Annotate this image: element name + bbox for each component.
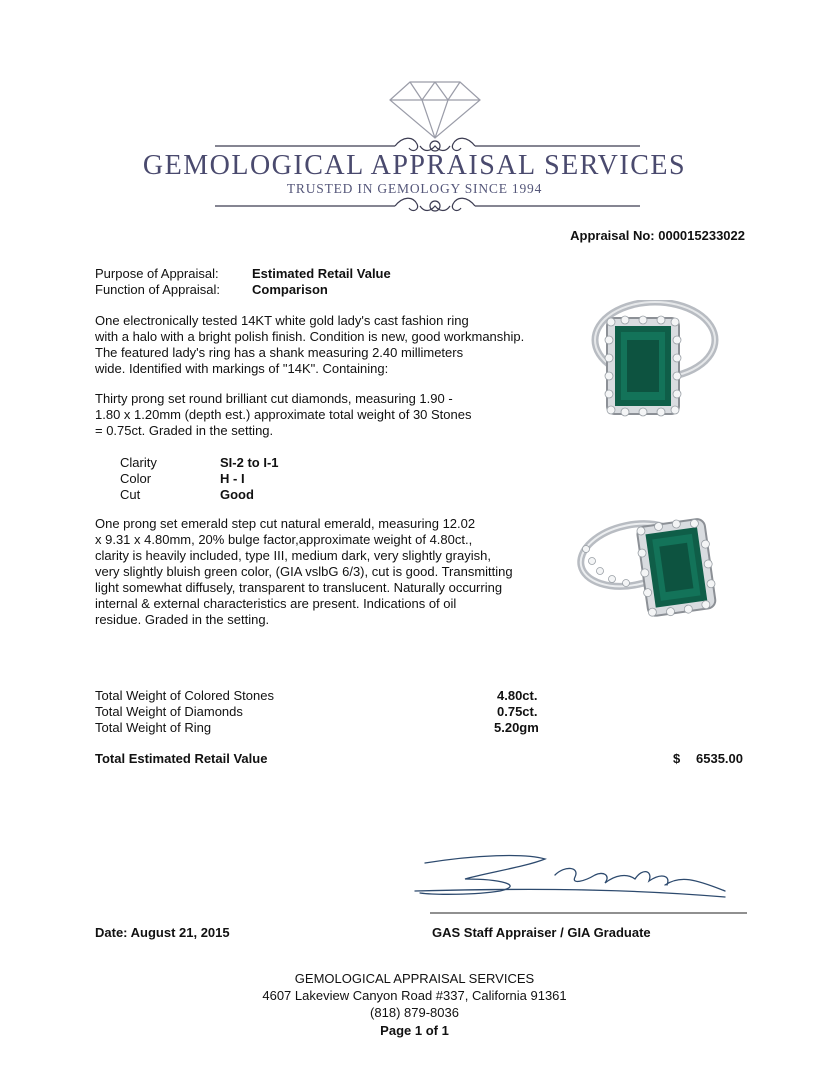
diamonds-line: Thirty prong set round brilliant cut diamonds, measuring 1.90 - — [95, 391, 453, 406]
purpose-value: Estimated Retail Value — [252, 266, 391, 281]
scroll-ornament-bottom-icon — [215, 198, 640, 211]
color-value: H - I — [220, 471, 245, 486]
footer-phone: (818) 879-8036 — [370, 1005, 459, 1020]
signature — [405, 845, 750, 920]
description-line: wide. Identified with markings of "14K". Containing: — [95, 361, 389, 376]
clarity-value: SI-2 to I-1 — [220, 455, 279, 470]
weight-diamonds-value: 0.75ct. — [497, 704, 538, 719]
weight-colored-value: 4.80ct. — [497, 688, 538, 703]
signer-title: GAS Staff Appraiser / GIA Graduate — [432, 925, 651, 940]
ring-photo-angle — [572, 505, 722, 635]
description-line: The featured lady's ring has a shank measuring 2.40 millimeters — [95, 345, 464, 360]
purpose-label: Purpose of Appraisal: — [95, 266, 219, 281]
diamond-outline-icon — [390, 82, 480, 138]
function-label: Function of Appraisal: — [95, 282, 221, 297]
weight-diamonds-label: Total Weight of Diamonds — [95, 704, 243, 719]
page-number: Page 1 of 1 — [380, 1023, 449, 1038]
company-name: GEMOLOGICAL APPRAISAL SERVICES — [142, 150, 687, 181]
company-tagline: TRUSTED IN GEMOLOGY SINCE 1994 — [286, 181, 543, 196]
color-label: Color — [120, 471, 152, 486]
diamonds-description — [95, 391, 565, 439]
ring-description — [95, 313, 565, 377]
cut-label: Cut — [120, 487, 141, 502]
emerald-line: internal & external characteristics are present. Indications of oil — [95, 596, 457, 611]
diamonds-line: 1.80 x 1.20mm (depth est.) approximate total weight of 30 Stones — [95, 407, 472, 422]
weight-ring-label: Total Weight of Ring — [95, 720, 212, 735]
footer-company: GEMOLOGICAL APPRAISAL SERVICES — [294, 971, 535, 986]
description-line: with a halo with a bright polish finish. Condition is new, good workmanship. — [95, 329, 525, 344]
total-currency: $ — [673, 751, 681, 766]
clarity-label: Clarity — [120, 455, 157, 470]
ring-photo-top — [585, 300, 725, 430]
cut-value: Good — [220, 487, 254, 502]
emerald-line: light somewhat diffusely, transparent to translucent. Naturally occurring — [95, 580, 503, 595]
function-value: Comparison — [252, 282, 328, 297]
emerald-line: One prong set emerald step cut natural emerald, measuring 12.02 — [95, 516, 476, 531]
footer-address: 4607 Lakeview Canyon Road #337, California 91361 — [262, 988, 567, 1003]
appraisal-date: Date: August 21, 2015 — [95, 925, 230, 940]
appraisal-number: Appraisal No: 000015233022 — [570, 228, 745, 243]
weight-ring-value: 5.20gm — [494, 720, 539, 735]
diamonds-line: = 0.75ct. Graded in the setting. — [95, 423, 274, 438]
total-amount: 6535.00 — [696, 751, 743, 766]
emerald-line: x 9.31 x 4.80mm, 20% bulge factor,approximate weight of 4.80ct., — [95, 532, 473, 547]
emerald-line: very slightly bluish green color, (GIA vslbG 6/3), cut is good. Transmitting — [95, 564, 513, 579]
total-label: Total Estimated Retail Value — [95, 751, 268, 766]
emerald-description — [95, 516, 565, 628]
emerald-line: residue. Graded in the setting. — [95, 612, 270, 627]
emerald-line: clarity is heavily included, type III, medium dark, very slightly grayish, — [95, 548, 491, 563]
description-line: One electronically tested 14KT white gold lady's cast fashion ring — [95, 313, 469, 328]
weight-colored-label: Total Weight of Colored Stones — [95, 688, 274, 703]
